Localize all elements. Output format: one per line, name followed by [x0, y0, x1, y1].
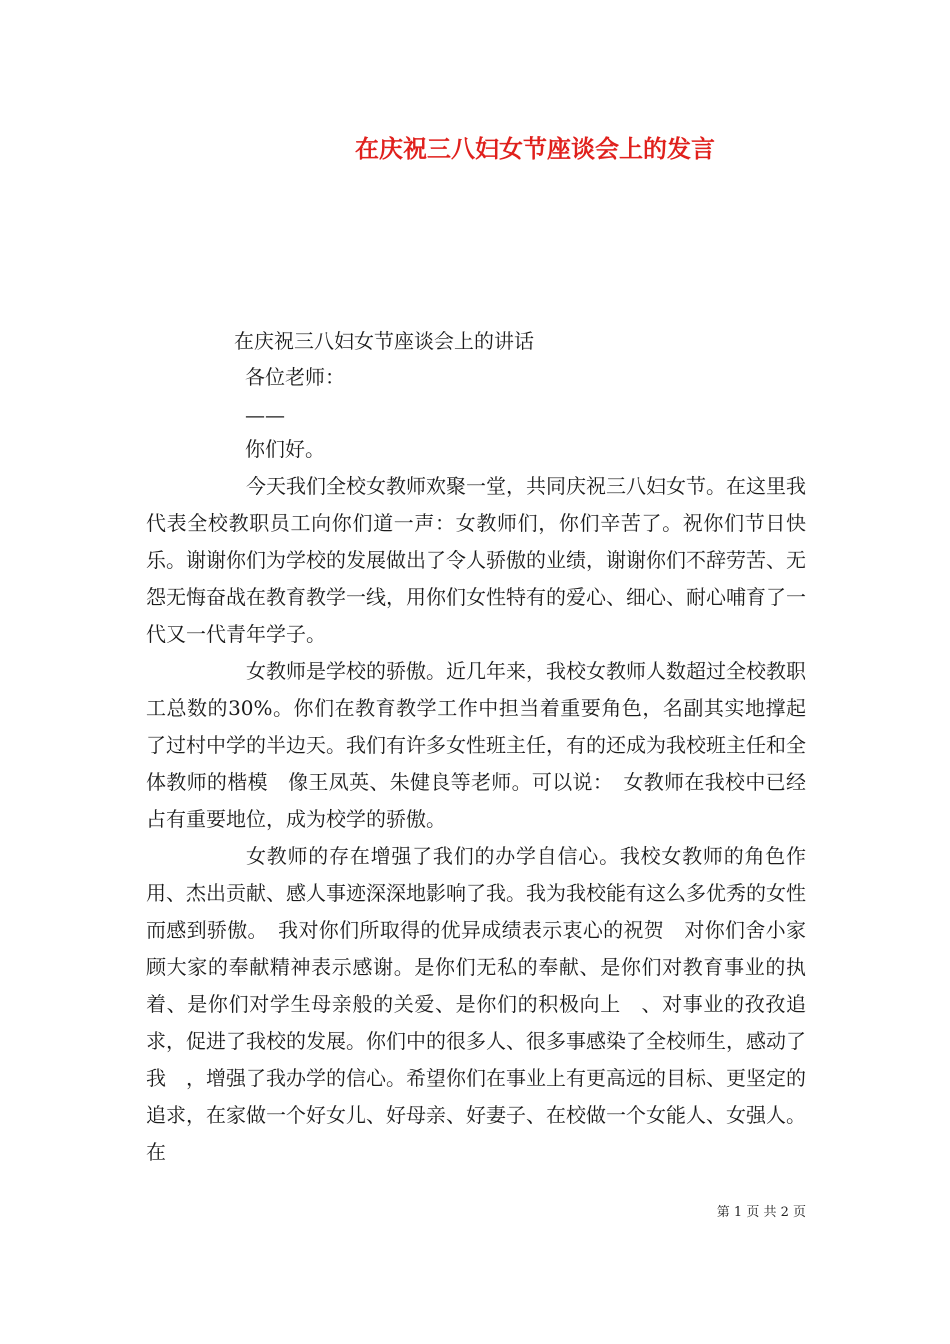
hello-line: 你们好。 [245, 437, 325, 461]
paragraph-3: 女教师的存在增强了我们的办学自信心。我校女教师的角色作用、杰出贡献、感人事迹深深地影响了我。我为我校能有这么多优秀的女性而感到骄傲。 我对你们所取得的优异成绩表示衷心的祝贺 对你们舍小家顾大家的奉献精神表示感谢。是你们无私的奉献、是你们对教育事业的执着、是你们对学生母亲般的关爱、是你们的积极向上 、对事业的孜孜追求，促进了我校的发展。你们中的很多人、很多事感染了全校师生，感动了我 ，增强了我办学的信心。希望你们在事业上有更高远的目标、更坚定的追求，在家做一个好女儿、好母亲、好妻子、在校做一个女能人、女强人。在 [146, 844, 806, 1164]
salutation: 各位老师： [245, 365, 345, 389]
body-text [146, 468, 806, 1171]
paragraph-1: 今天我们全校女教师欢聚一堂，共同庆祝三八妇女节。在这里我代表全校教职员工向你们道一声：女教师们，你们辛苦了。祝你们节日快乐。谢谢你们为学校的发展做出了令人骄傲的业绩，谢谢你们不辞劳苦、无怨无悔奋战在教育教学一线，用你们女性特有的爱心、细心、耐心哺育了一代又一代青年学子。 [146, 474, 806, 646]
paragraph-2: 女教师是学校的骄傲。近几年来，我校女教师人数超过全校教职工总数的30%。你们在教育教学工作中担当着重要角色，名副其实地撑起了过村中学的半边天。我们有许多女性班主任，有的还成为我校班主任和全体教师的楷模 像王凤英、朱健良等老师。可以说： 女教师在我校中已经占有重要地位，成为校学的骄傲。 [146, 659, 806, 831]
document-title: 在庆祝三八妇女节座谈会上的发言 [355, 134, 715, 163]
document-subtitle: 在庆祝三八妇女节座谈会上的讲话 [234, 329, 534, 353]
dash-separator: —— [245, 403, 285, 427]
page-footer: 第 1 页 共 2 页 [716, 1205, 806, 1220]
